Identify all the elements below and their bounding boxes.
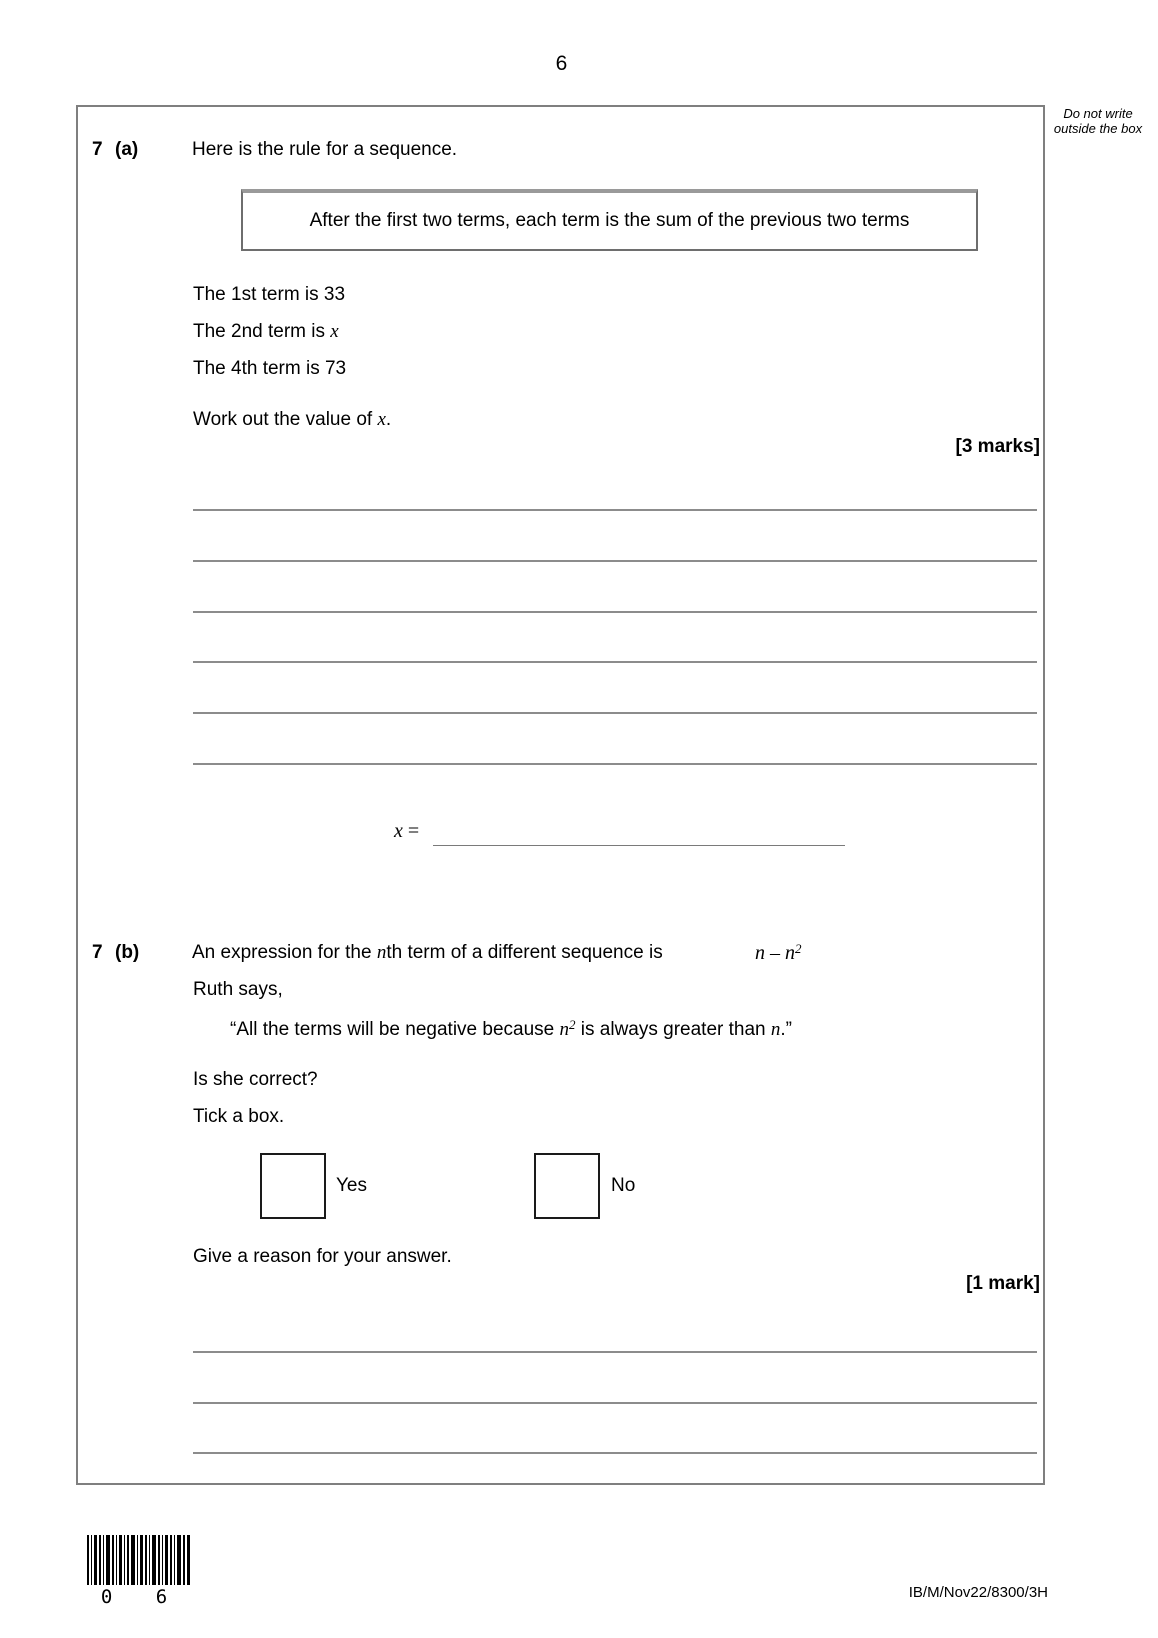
q7b-is-she-correct: Is she correct? — [193, 1069, 318, 1090]
question-number-7a: 7 — [92, 139, 103, 160]
barcode — [87, 1535, 190, 1585]
q7b-marks-badge: [1 mark] — [966, 1273, 1040, 1294]
answer-line[interactable] — [193, 661, 1037, 663]
question-border-box — [76, 105, 1045, 1485]
quote-superscript: 2 — [569, 1017, 576, 1032]
barcode-digits: 0 6 — [100, 1586, 184, 1608]
q7a-work-variable: x — [377, 409, 386, 430]
answer-line[interactable] — [193, 611, 1037, 613]
q7b-intro — [192, 942, 663, 964]
checkbox-no-label: No — [611, 1175, 636, 1196]
q7a-intro: Here is the rule for a sequence. — [192, 139, 458, 160]
q7b-intro-text2: th term of a different sequence is — [386, 942, 663, 963]
x-variable: x — [394, 820, 403, 842]
answer-line[interactable] — [193, 763, 1037, 765]
q7a-term1: The 1st term is 33 — [193, 284, 346, 305]
x-equals-label — [394, 820, 419, 843]
sequence-rule-box — [241, 189, 978, 251]
expression-superscript: 2 — [795, 941, 802, 956]
q7b-quote — [230, 1017, 792, 1041]
q7b-expression — [755, 941, 802, 965]
q7a-term2-variable: x — [330, 321, 339, 342]
q7b-intro-text1: An expression for the — [192, 942, 377, 963]
q7a-work-out — [193, 409, 391, 431]
final-answer-line[interactable] — [433, 845, 845, 846]
quote-variable1: n — [559, 1019, 569, 1040]
quote-variable2: n — [770, 1019, 781, 1040]
q7b-ruth-says: Ruth says, — [193, 979, 283, 1000]
q7a-work-period: . — [385, 409, 392, 430]
sequence-rule-text: After the first two terms, each term is the sum of the previous two terms — [309, 210, 910, 231]
equals-sign: = — [402, 820, 420, 842]
quote-text2: is always greater than — [575, 1019, 771, 1040]
answer-line[interactable] — [193, 1351, 1037, 1353]
expression-base: n – n — [755, 942, 795, 964]
checkbox-yes[interactable] — [260, 1153, 326, 1219]
q7b-reason-prompt: Give a reason for your answer. — [193, 1246, 452, 1267]
answer-line[interactable] — [193, 1452, 1037, 1454]
checkbox-no[interactable] — [534, 1153, 600, 1219]
page-number: 6 — [555, 52, 568, 75]
quote-text1: “All the terms will be negative because — [230, 1019, 560, 1040]
question-part-a: (a) — [115, 139, 139, 160]
q7a-term2 — [193, 321, 339, 343]
q7b-intro-variable: n — [376, 942, 387, 963]
answer-line[interactable] — [193, 712, 1037, 714]
q7a-marks-badge: [3 marks] — [955, 436, 1040, 457]
q7b-tick-a-box: Tick a box. — [193, 1106, 285, 1127]
answer-line[interactable] — [193, 509, 1037, 511]
answer-line[interactable] — [193, 560, 1037, 562]
checkbox-yes-label: Yes — [336, 1175, 367, 1196]
q7a-term2-text: The 2nd term is — [193, 321, 331, 342]
q7a-work-text: Work out the value of — [193, 409, 378, 430]
question-number-7b: 7 — [92, 942, 103, 963]
do-not-write-note: Do not write outside the box — [1053, 106, 1143, 136]
answer-line[interactable] — [193, 1402, 1037, 1404]
quote-text3: .” — [780, 1019, 792, 1040]
question-part-b: (b) — [115, 942, 140, 963]
paper-reference: IB/M/Nov22/8300/3H — [908, 1584, 1048, 1601]
q7a-term4: The 4th term is 73 — [193, 358, 347, 379]
